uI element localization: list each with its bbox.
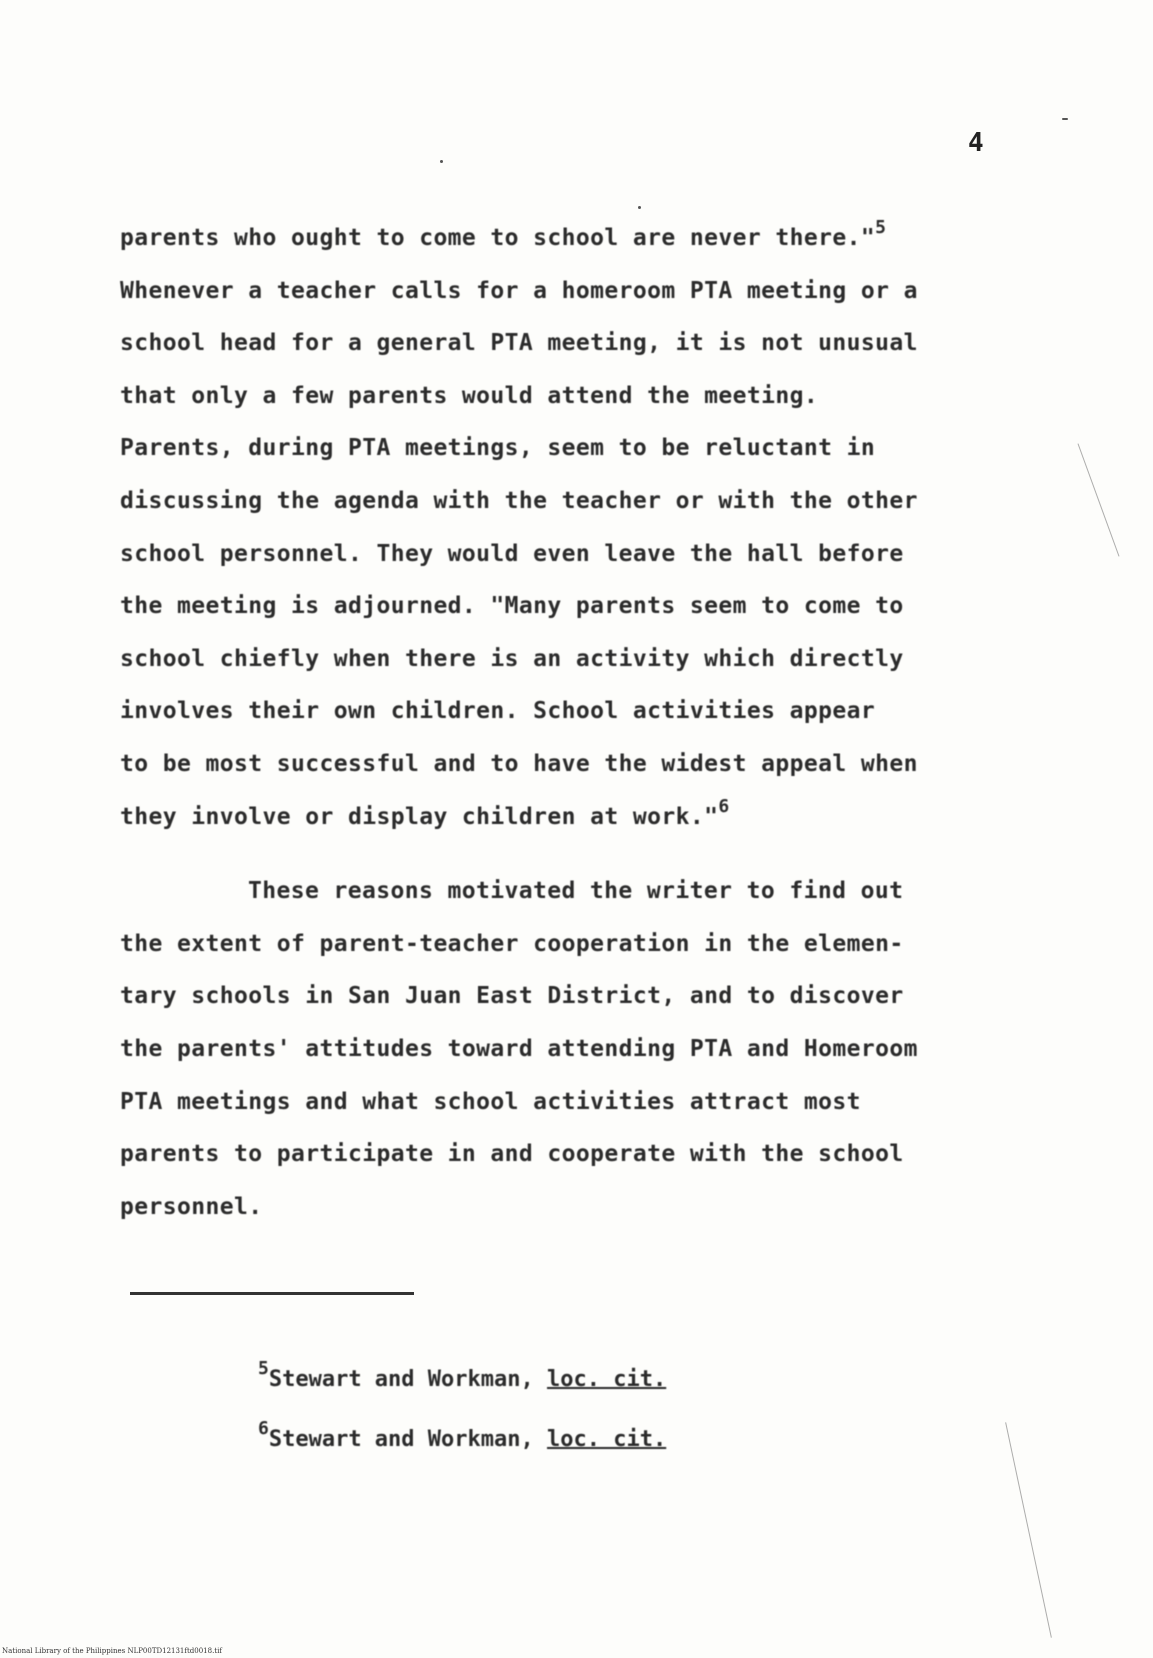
body-text xyxy=(120,212,1020,1233)
text-line: involves their own children. School activities appear xyxy=(120,698,876,725)
scan-speck xyxy=(638,206,641,209)
footnote-ref: 5 xyxy=(875,217,887,238)
scan-caption: National Library of the Philippines NLP00TD12131ftd0018.tif xyxy=(2,1647,222,1655)
text-line: that only a few parents would attend the meeting. xyxy=(120,382,819,409)
footnote-separator xyxy=(130,1292,414,1295)
scan-speck xyxy=(440,160,443,163)
text-line: discussing the agenda with the teacher or with the other xyxy=(120,487,918,514)
text-line: These reasons motivated the writer to find out xyxy=(248,878,904,905)
text-line: parents to participate in and cooperate with the school xyxy=(120,1141,904,1168)
scan-edge-mark xyxy=(1005,1422,1052,1637)
text-line: tary schools in San Juan East District, and to discover xyxy=(120,983,904,1010)
footnotes xyxy=(258,1350,666,1470)
text-line: parents who ought to come to school are never there."$^5$ xyxy=(120,217,887,251)
text-line: to be most successful and to have the widest appeal when xyxy=(120,750,918,777)
text-line: personnel. xyxy=(120,1193,263,1220)
page-number: 4 xyxy=(968,128,984,158)
text-line: the extent of parent-teacher cooperation in the elemen- xyxy=(120,930,904,957)
text-line: Whenever a teacher calls for a homeroom PTA meeting or a xyxy=(120,277,918,304)
footnote-ref: 6 xyxy=(718,795,730,817)
text-line: school head for a general PTA meeting, it is not unusual xyxy=(120,330,918,357)
text-line: school personnel. They would even leave the hall before xyxy=(120,540,904,567)
text-line: school chiefly when there is an activity which directly xyxy=(120,645,904,672)
footnote: $^6$Stewart and Workman, loc. cit. xyxy=(258,1418,667,1452)
text-line: the parents' attitudes toward attending PTA and Homeroom xyxy=(120,1035,918,1062)
text-line: PTA meetings and what school activities attract most xyxy=(120,1088,861,1115)
scan-edge-mark xyxy=(1078,443,1120,556)
text-line: Parents, during PTA meetings, seem to be reluctant in xyxy=(120,435,876,462)
text-line: they involve or display children at work."$^6$ xyxy=(120,795,730,830)
paragraph-2 xyxy=(120,865,1020,1233)
scan-speck xyxy=(1062,118,1068,120)
text-line: the meeting is adjourned. "Many parents seem to come to xyxy=(120,593,904,620)
footnote: $^5$Stewart and Workman, loc. cit. xyxy=(258,1358,667,1392)
